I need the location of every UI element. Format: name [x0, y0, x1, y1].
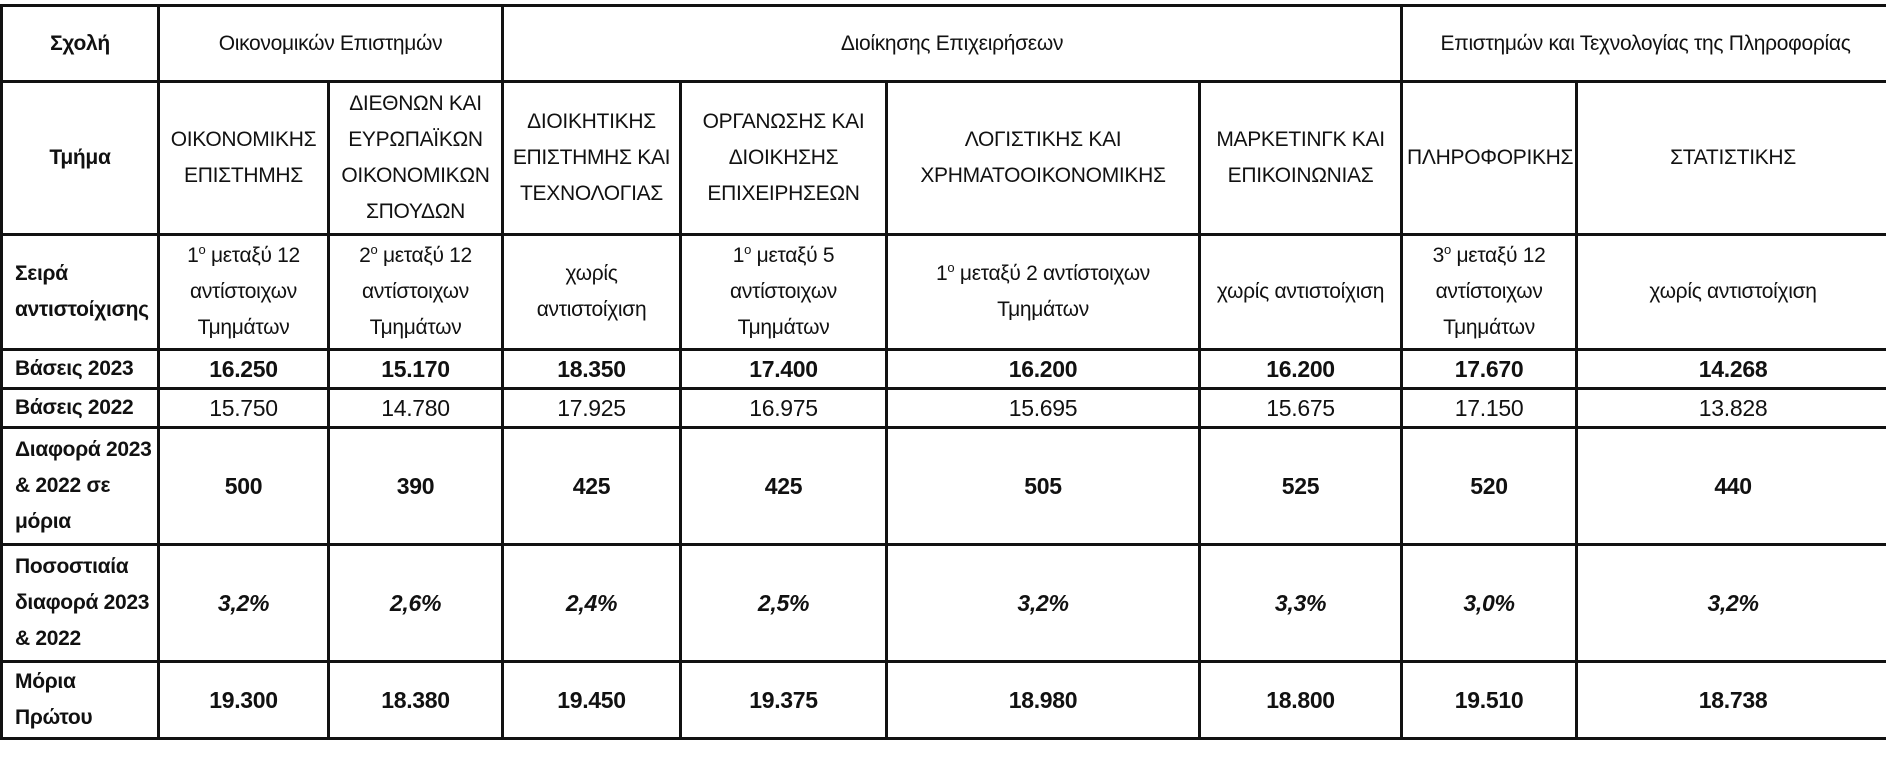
diff-points-value: 440 — [1577, 428, 1886, 545]
first-points-value: 19.300 — [159, 662, 329, 739]
rank: 2 — [359, 244, 371, 267]
order-cell — [1402, 235, 1577, 350]
row-label-department: Τμήμα — [2, 82, 159, 235]
first-points-value: 18.738 — [1577, 662, 1886, 739]
row-label-diff-percent: Ποσοστιαία διαφορά 2023 & 2022 — [2, 545, 159, 662]
diff-points-value: 505 — [887, 428, 1200, 545]
school-information-tech: Επιστημών και Τεχνολογίας της Πληροφορίας — [1402, 6, 1886, 82]
bases-2023-value: 17.670 — [1402, 350, 1577, 389]
order-cell: χωρίς αντιστοίχιση — [1200, 235, 1402, 350]
diff-points-value: 520 — [1402, 428, 1577, 545]
rank: 1 — [936, 262, 948, 285]
school-economics: Οικονομικών Επιστημών — [159, 6, 503, 82]
first-points-value: 19.375 — [681, 662, 887, 739]
bases-2022-value: 17.925 — [503, 389, 681, 428]
dept-name: ΣΤΑΤΙΣΤΙΚΗΣ — [1577, 82, 1886, 235]
first-points-value: 19.510 — [1402, 662, 1577, 739]
order-cell: χωρίς αντιστοίχιση — [1577, 235, 1886, 350]
order-cell: χωρίς αντιστοίχιση — [503, 235, 681, 350]
order-cell — [681, 235, 887, 350]
diff-percent-value: 3,2% — [1577, 545, 1886, 662]
dept-name: ΟΡΓΑΝΩΣΗΣ ΚΑΙ ΔΙΟΙΚΗΣΗΣ ΕΠΙΧΕΙΡΗΣΕΩΝ — [681, 82, 887, 235]
bases-2023-value: 16.200 — [1200, 350, 1402, 389]
diff-points-value: 525 — [1200, 428, 1402, 545]
order-cell — [887, 235, 1200, 350]
dept-name: ΔΙΕΘΝΩΝ ΚΑΙ ΕΥΡΩΠΑΪΚΩΝ ΟΙΚΟΝΟΜΙΚΩΝ ΣΠΟΥΔΩΝ — [329, 82, 503, 235]
first-points-value: 18.800 — [1200, 662, 1402, 739]
dept-name: ΛΟΓΙΣΤΙΚΗΣ ΚΑΙ ΧΡΗΜΑΤΟΟΙΚΟΝΟΜΙΚΗΣ — [887, 82, 1200, 235]
rank-text: μεταξύ 12 αντίστοιχων Τμημάτων — [1435, 244, 1546, 339]
row-label-school: Σχολή — [2, 6, 159, 82]
ordinal-marker: o — [744, 242, 752, 257]
rank: 3 — [1432, 244, 1445, 267]
diff-points-value: 500 — [159, 428, 329, 545]
ordinal-marker: o — [1444, 242, 1451, 257]
dept-name: ΟΙΚΟΝΟΜΙΚΗΣ ΕΠΙΣΤΗΜΗΣ — [159, 82, 329, 235]
rank: 1 — [732, 244, 745, 267]
bases-2022-value: 15.750 — [159, 389, 329, 428]
ordinal-marker: o — [370, 242, 378, 257]
diff-percent-value: 3,3% — [1200, 545, 1402, 662]
rank: 1 — [187, 244, 199, 267]
bases-2023-row — [2, 350, 1886, 389]
diff-percent-value: 2,4% — [503, 545, 681, 662]
order-cell — [329, 235, 503, 350]
school-row — [2, 6, 1886, 82]
diff-percent-value: 3,2% — [887, 545, 1200, 662]
bases-2022-value: 13.828 — [1577, 389, 1886, 428]
ordinal-marker: o — [947, 260, 955, 275]
diff-percent-value: 2,5% — [681, 545, 887, 662]
bases-2023-value: 16.250 — [159, 350, 329, 389]
bases-2022-row — [2, 389, 1886, 428]
dept-name: ΠΛΗΡΟΦΟΡΙΚΗΣ — [1402, 82, 1577, 235]
first-points-value: 18.380 — [329, 662, 503, 739]
bases-2023-value: 17.400 — [681, 350, 887, 389]
first-points-value: 18.980 — [887, 662, 1200, 739]
diff-points-value: 425 — [681, 428, 887, 545]
diff-points-value: 390 — [329, 428, 503, 545]
row-label-bases-2022: Βάσεις 2022 — [2, 389, 159, 428]
diff-points-row — [2, 428, 1886, 545]
order-cell — [159, 235, 329, 350]
row-label-diff-points: Διαφορά 2023 & 2022 σε μόρια — [2, 428, 159, 545]
bases-2023-value: 15.170 — [329, 350, 503, 389]
diff-percent-value: 3,2% — [159, 545, 329, 662]
diff-percent-value: 3,0% — [1402, 545, 1577, 662]
bases-2023-value: 16.200 — [887, 350, 1200, 389]
rank-text: μεταξύ 12 αντίστοιχων Τμημάτων — [362, 244, 472, 339]
dept-name: ΜΑΡΚΕΤΙΝΓΚ ΚΑΙ ΕΠΙΚΟΙΝΩΝΙΑΣ — [1200, 82, 1402, 235]
rank-text: μεταξύ 12 αντίστοιχων Τμημάτων — [190, 244, 300, 339]
row-label-order: Σειρά αντιστοίχισης — [2, 235, 159, 350]
diff-percent-value: 2,6% — [329, 545, 503, 662]
bases-2022-value: 15.695 — [887, 389, 1200, 428]
first-points-row — [2, 662, 1886, 739]
row-label-first-points: Μόρια Πρώτου — [2, 662, 159, 739]
ordinal-marker: o — [198, 242, 206, 257]
diff-points-value: 425 — [503, 428, 681, 545]
bases-2023-value: 18.350 — [503, 350, 681, 389]
bases-2022-value: 15.675 — [1200, 389, 1402, 428]
bases-2022-value: 14.780 — [329, 389, 503, 428]
diff-percent-row — [2, 545, 1886, 662]
admissions-bases-table — [0, 4, 1886, 740]
rank-text: μεταξύ 2 αντίστοιχων Τμημάτων — [954, 262, 1150, 321]
bases-2022-value: 16.975 — [681, 389, 887, 428]
row-label-bases-2023: Βάσεις 2023 — [2, 350, 159, 389]
order-row — [2, 235, 1886, 350]
first-points-value: 19.450 — [503, 662, 681, 739]
bases-2022-value: 17.150 — [1402, 389, 1577, 428]
bases-2023-value: 14.268 — [1577, 350, 1886, 389]
department-row — [2, 82, 1886, 235]
rank-text: μεταξύ 5 αντίστοιχων Τμημάτων — [730, 244, 837, 339]
dept-name: ΔΙΟΙΚΗΤΙΚΗΣ ΕΠΙΣΤΗΜΗΣ ΚΑΙ ΤΕΧΝΟΛΟΓΙΑΣ — [503, 82, 681, 235]
school-business-admin: Διοίκησης Επιχειρήσεων — [503, 6, 1402, 82]
